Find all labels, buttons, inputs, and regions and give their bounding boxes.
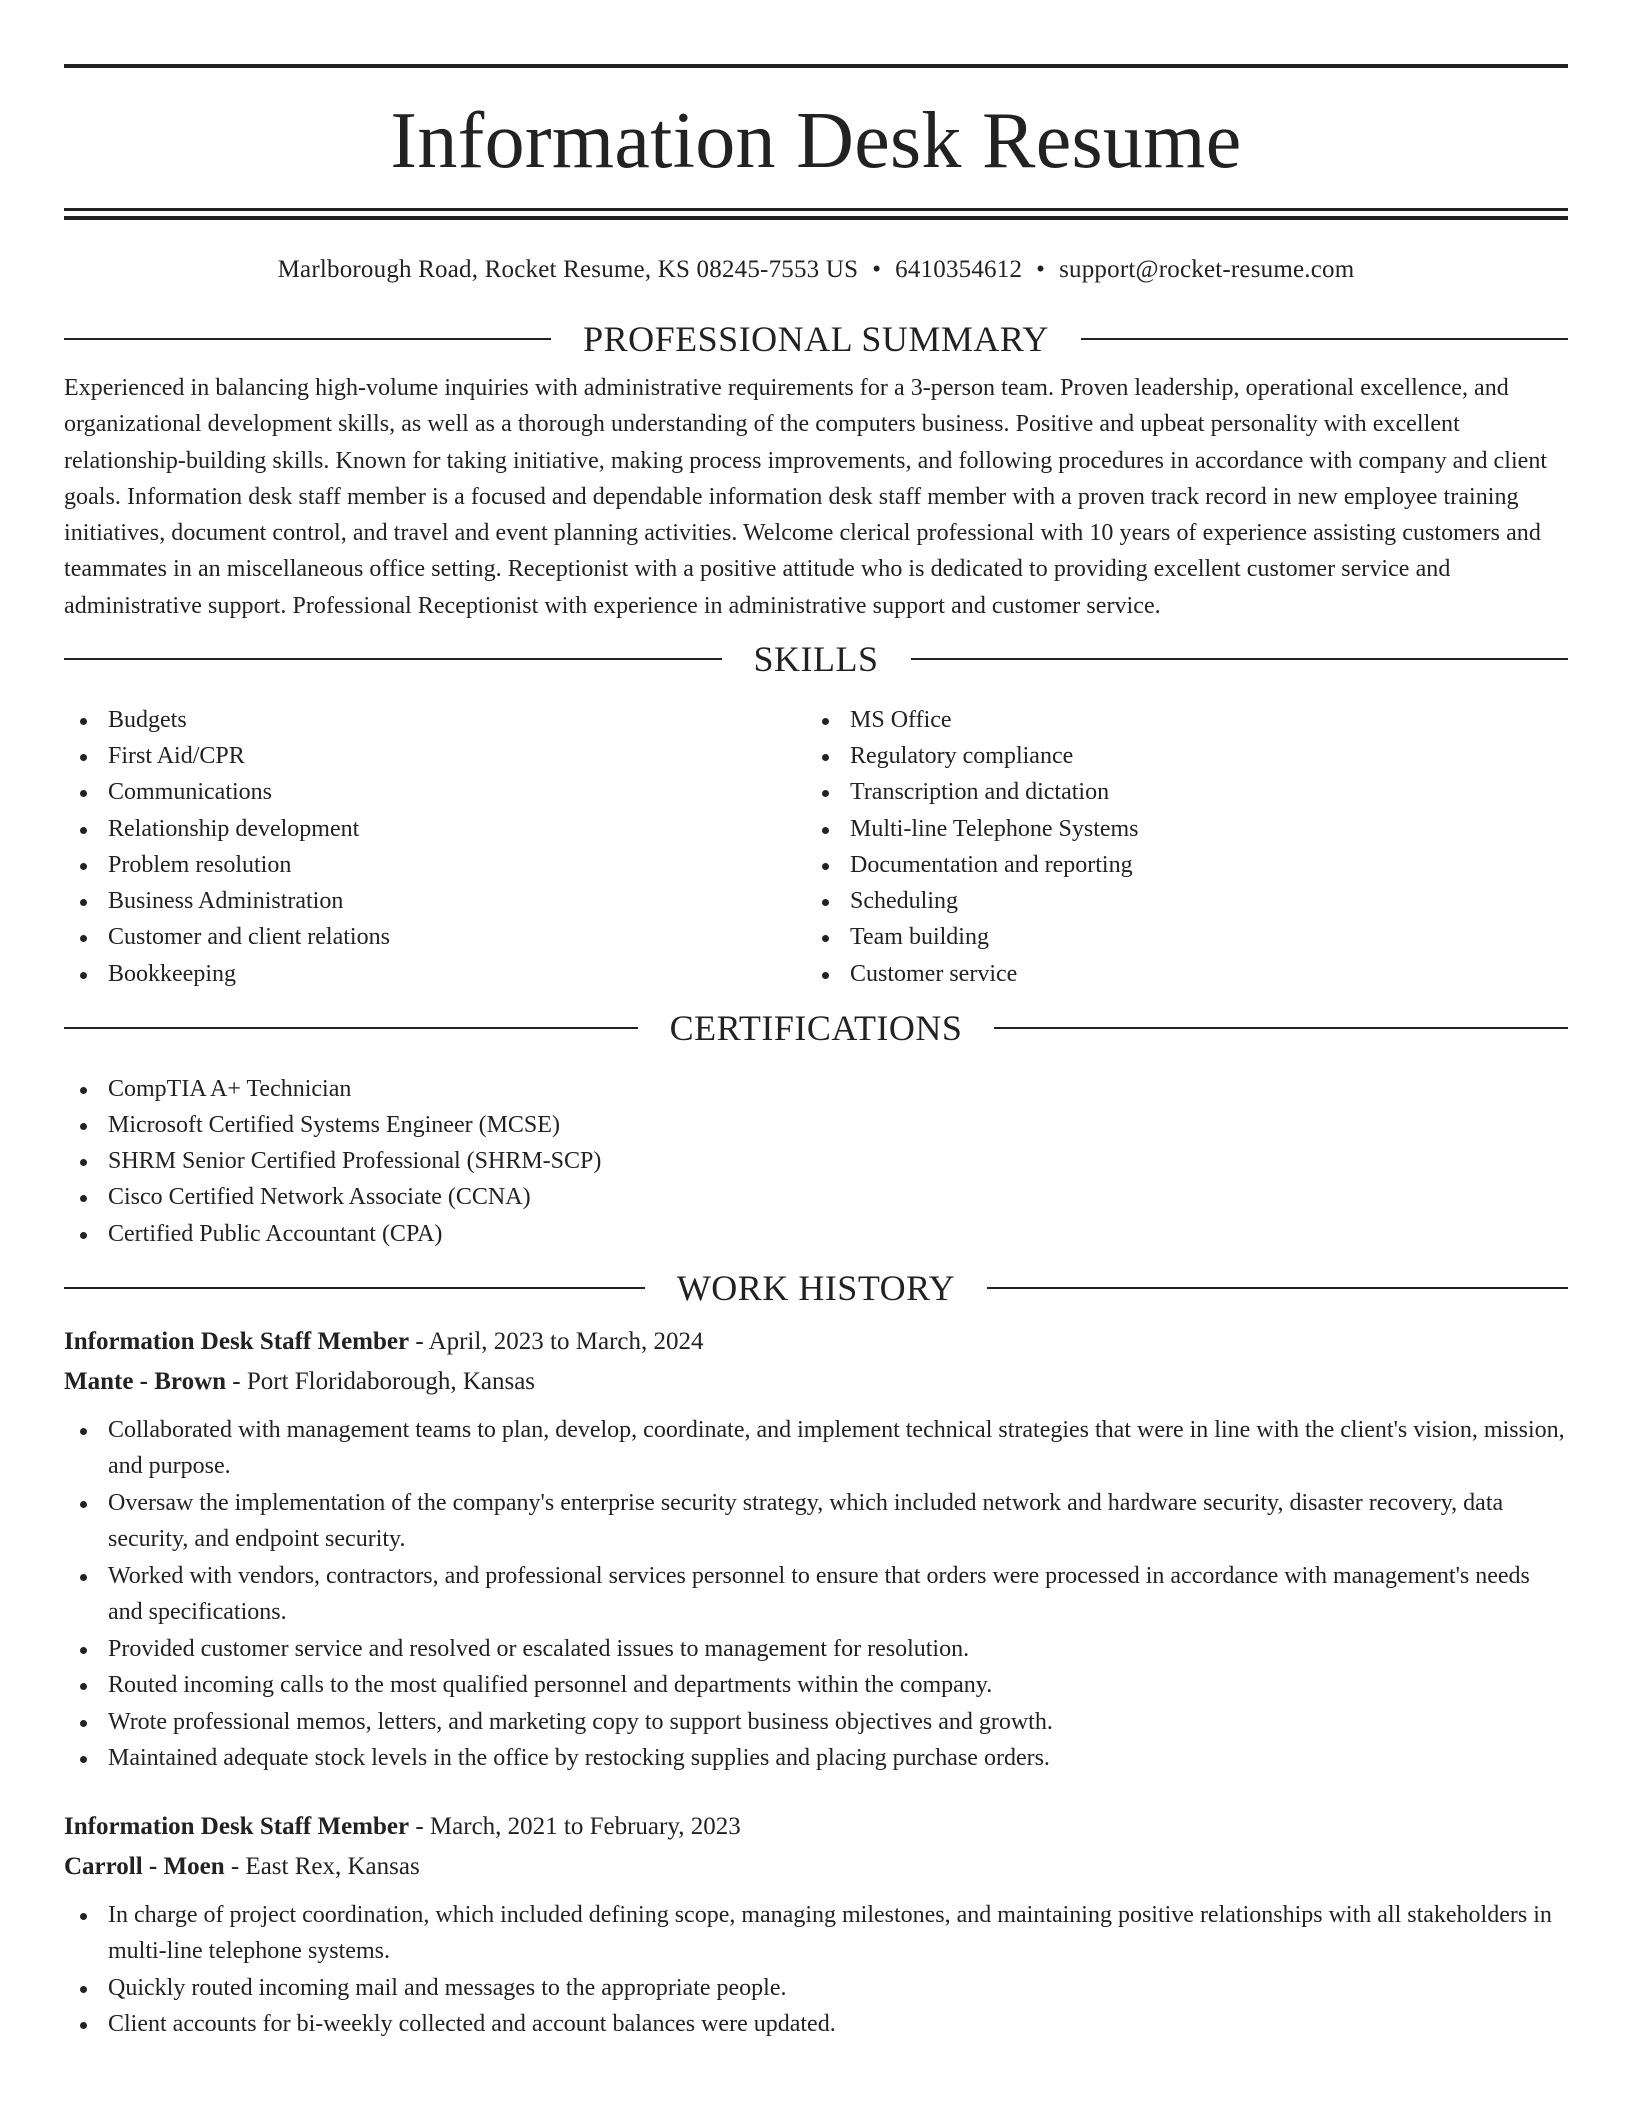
job-title-line [64,1807,1568,1847]
certifications-heading [64,1008,1568,1048]
job-company-line [64,1847,1568,1887]
job-location: - Port Floridaborough, Kansas [226,1367,536,1395]
certification-item: Microsoft Certified Systems Engineer (MCSE) [64,1107,1568,1143]
contact-address: Marlborough Road, Rocket Resume, KS 08245-7553 US [277,256,859,283]
summary-heading-label: PROFESSIONAL SUMMARY [583,319,1049,359]
job-bullet: Routed incoming calls to the most qualified personnel and departments within the company. [64,1667,1568,1704]
job-company: Mante - Brown [64,1367,227,1395]
skill-item: Documentation and reporting [806,847,1548,883]
heading-rule-right [994,1027,1568,1029]
skills-list-right [806,702,1548,992]
certifications-heading-label: CERTIFICATIONS [669,1007,963,1048]
contact-phone: 6410354612 [895,256,1023,283]
skill-item: MS Office [806,702,1548,738]
skill-item: First Aid/CPR [64,738,806,774]
job-bullet: In charge of project coordination, which included defining scope, managing milestones, and maintaining positive relationships with all stakeholders in multi-line telephone systems. [64,1897,1568,1970]
heading-rule-left [64,338,551,340]
job-company-line [64,1362,1568,1402]
heading-rule-right [1081,338,1568,340]
work-history-heading [64,1268,1568,1308]
skill-item: Team building [806,919,1548,955]
skill-item: Relationship development [64,811,806,847]
job-title: Information Desk Staff Member [64,1327,410,1355]
contact-separator: • [872,256,882,283]
certification-item: CompTIA A+ Technician [64,1071,1568,1107]
job-entry [64,1807,1568,2043]
skill-item: Communications [64,774,806,810]
skills-heading-label: SKILLS [753,639,879,680]
job-bullet: Provided customer service and resolved or escalated issues to management for resolution. [64,1631,1568,1668]
job-bullets [64,1897,1568,2043]
skill-item: Budgets [64,702,806,738]
job-entry [64,1322,1568,1777]
resume-title: Information Desk Resume [390,97,1242,185]
job-bullet: Wrote professional memos, letters, and marketing copy to support business objectives and growth. [64,1704,1568,1741]
skill-item: Regulatory compliance [806,738,1548,774]
heading-rule-left [64,1027,638,1029]
certification-item: SHRM Senior Certified Professional (SHRM-SCP) [64,1143,1568,1179]
skill-item: Business Administration [64,883,806,919]
work-history-heading-label: WORK HISTORY [676,1267,956,1308]
job-location: - East Rex, Kansas [224,1852,420,1880]
job-bullet: Collaborated with management teams to plan, develop, coordinate, and implement technical strategies that were in line with the client's vision, mission, and purpose. [64,1412,1568,1485]
heading-rule-right [911,658,1569,660]
skill-item: Customer and client relations [64,919,806,955]
certification-item: Certified Public Accountant (CPA) [64,1216,1568,1252]
resume-page [64,64,1568,2043]
job-title: Information Desk Staff Member [64,1812,410,1840]
summary-heading [64,319,1568,359]
heading-rule-left [64,658,722,660]
skill-item: Bookkeeping [64,956,806,992]
contact-line [64,255,1568,285]
summary-text: Experienced in balancing high-volume inquiries with administrative requirements for a 3-person team. Proven leadership, operational excellence, and organizational development skills, as well as a thorough understanding of the computers business. Positive and upbeat personality with excellent relationship-building skills. Known for taking initiative, making process improvements, and following procedures in accordance with company and client goals. Information desk staff member is a focused and dependable information desk staff member with a proven track record in new employee training initiatives, document control, and travel and event planning activities. Welcome clerical professional with 10 years of experience assisting customers and teammates in an miscellaneous office setting. Receptionist with a positive attitude who is dedicated to providing excellent customer service and administrative support. Professional Receptionist with experience in administrative support and customer service. [64,375,1548,619]
title-double-rule [64,208,1568,220]
skill-item: Transcription and dictation [806,774,1548,810]
job-bullet: Client accounts for bi-weekly collected and account balances were updated. [64,2006,1568,2043]
skill-item: Customer service [806,956,1548,992]
skills-heading [64,639,1568,679]
contact-email: support@rocket-resume.com [1059,256,1355,283]
job-dates: - March, 2021 to February, 2023 [409,1812,741,1840]
heading-rule-right [987,1287,1568,1289]
certifications-list [64,1071,1568,1252]
skill-item: Scheduling [806,883,1548,919]
skills-list-left [64,702,806,992]
job-bullet: Oversaw the implementation of the company's enterprise security strategy, which included network and hardware security, disaster recovery, data security, and endpoint security. [64,1485,1568,1558]
skill-item: Problem resolution [64,847,806,883]
contact-separator: • [1036,256,1046,283]
job-bullets [64,1412,1568,1777]
job-company: Carroll - Moen [64,1852,225,1880]
job-bullet: Maintained adequate stock levels in the office by restocking supplies and placing purchase orders. [64,1740,1568,1777]
job-title-line [64,1322,1568,1362]
certification-item: Cisco Certified Network Associate (CCNA) [64,1179,1568,1215]
job-dates: - April, 2023 to March, 2024 [409,1327,704,1355]
heading-rule-left [64,1287,645,1289]
job-bullet: Worked with vendors, contractors, and professional services personnel to ensure that orders were processed in accordance with management's needs and specifications. [64,1558,1568,1631]
skills-columns [64,702,1568,992]
job-bullet: Quickly routed incoming mail and messages to the appropriate people. [64,1970,1568,2007]
skill-item: Multi-line Telephone Systems [806,811,1548,847]
